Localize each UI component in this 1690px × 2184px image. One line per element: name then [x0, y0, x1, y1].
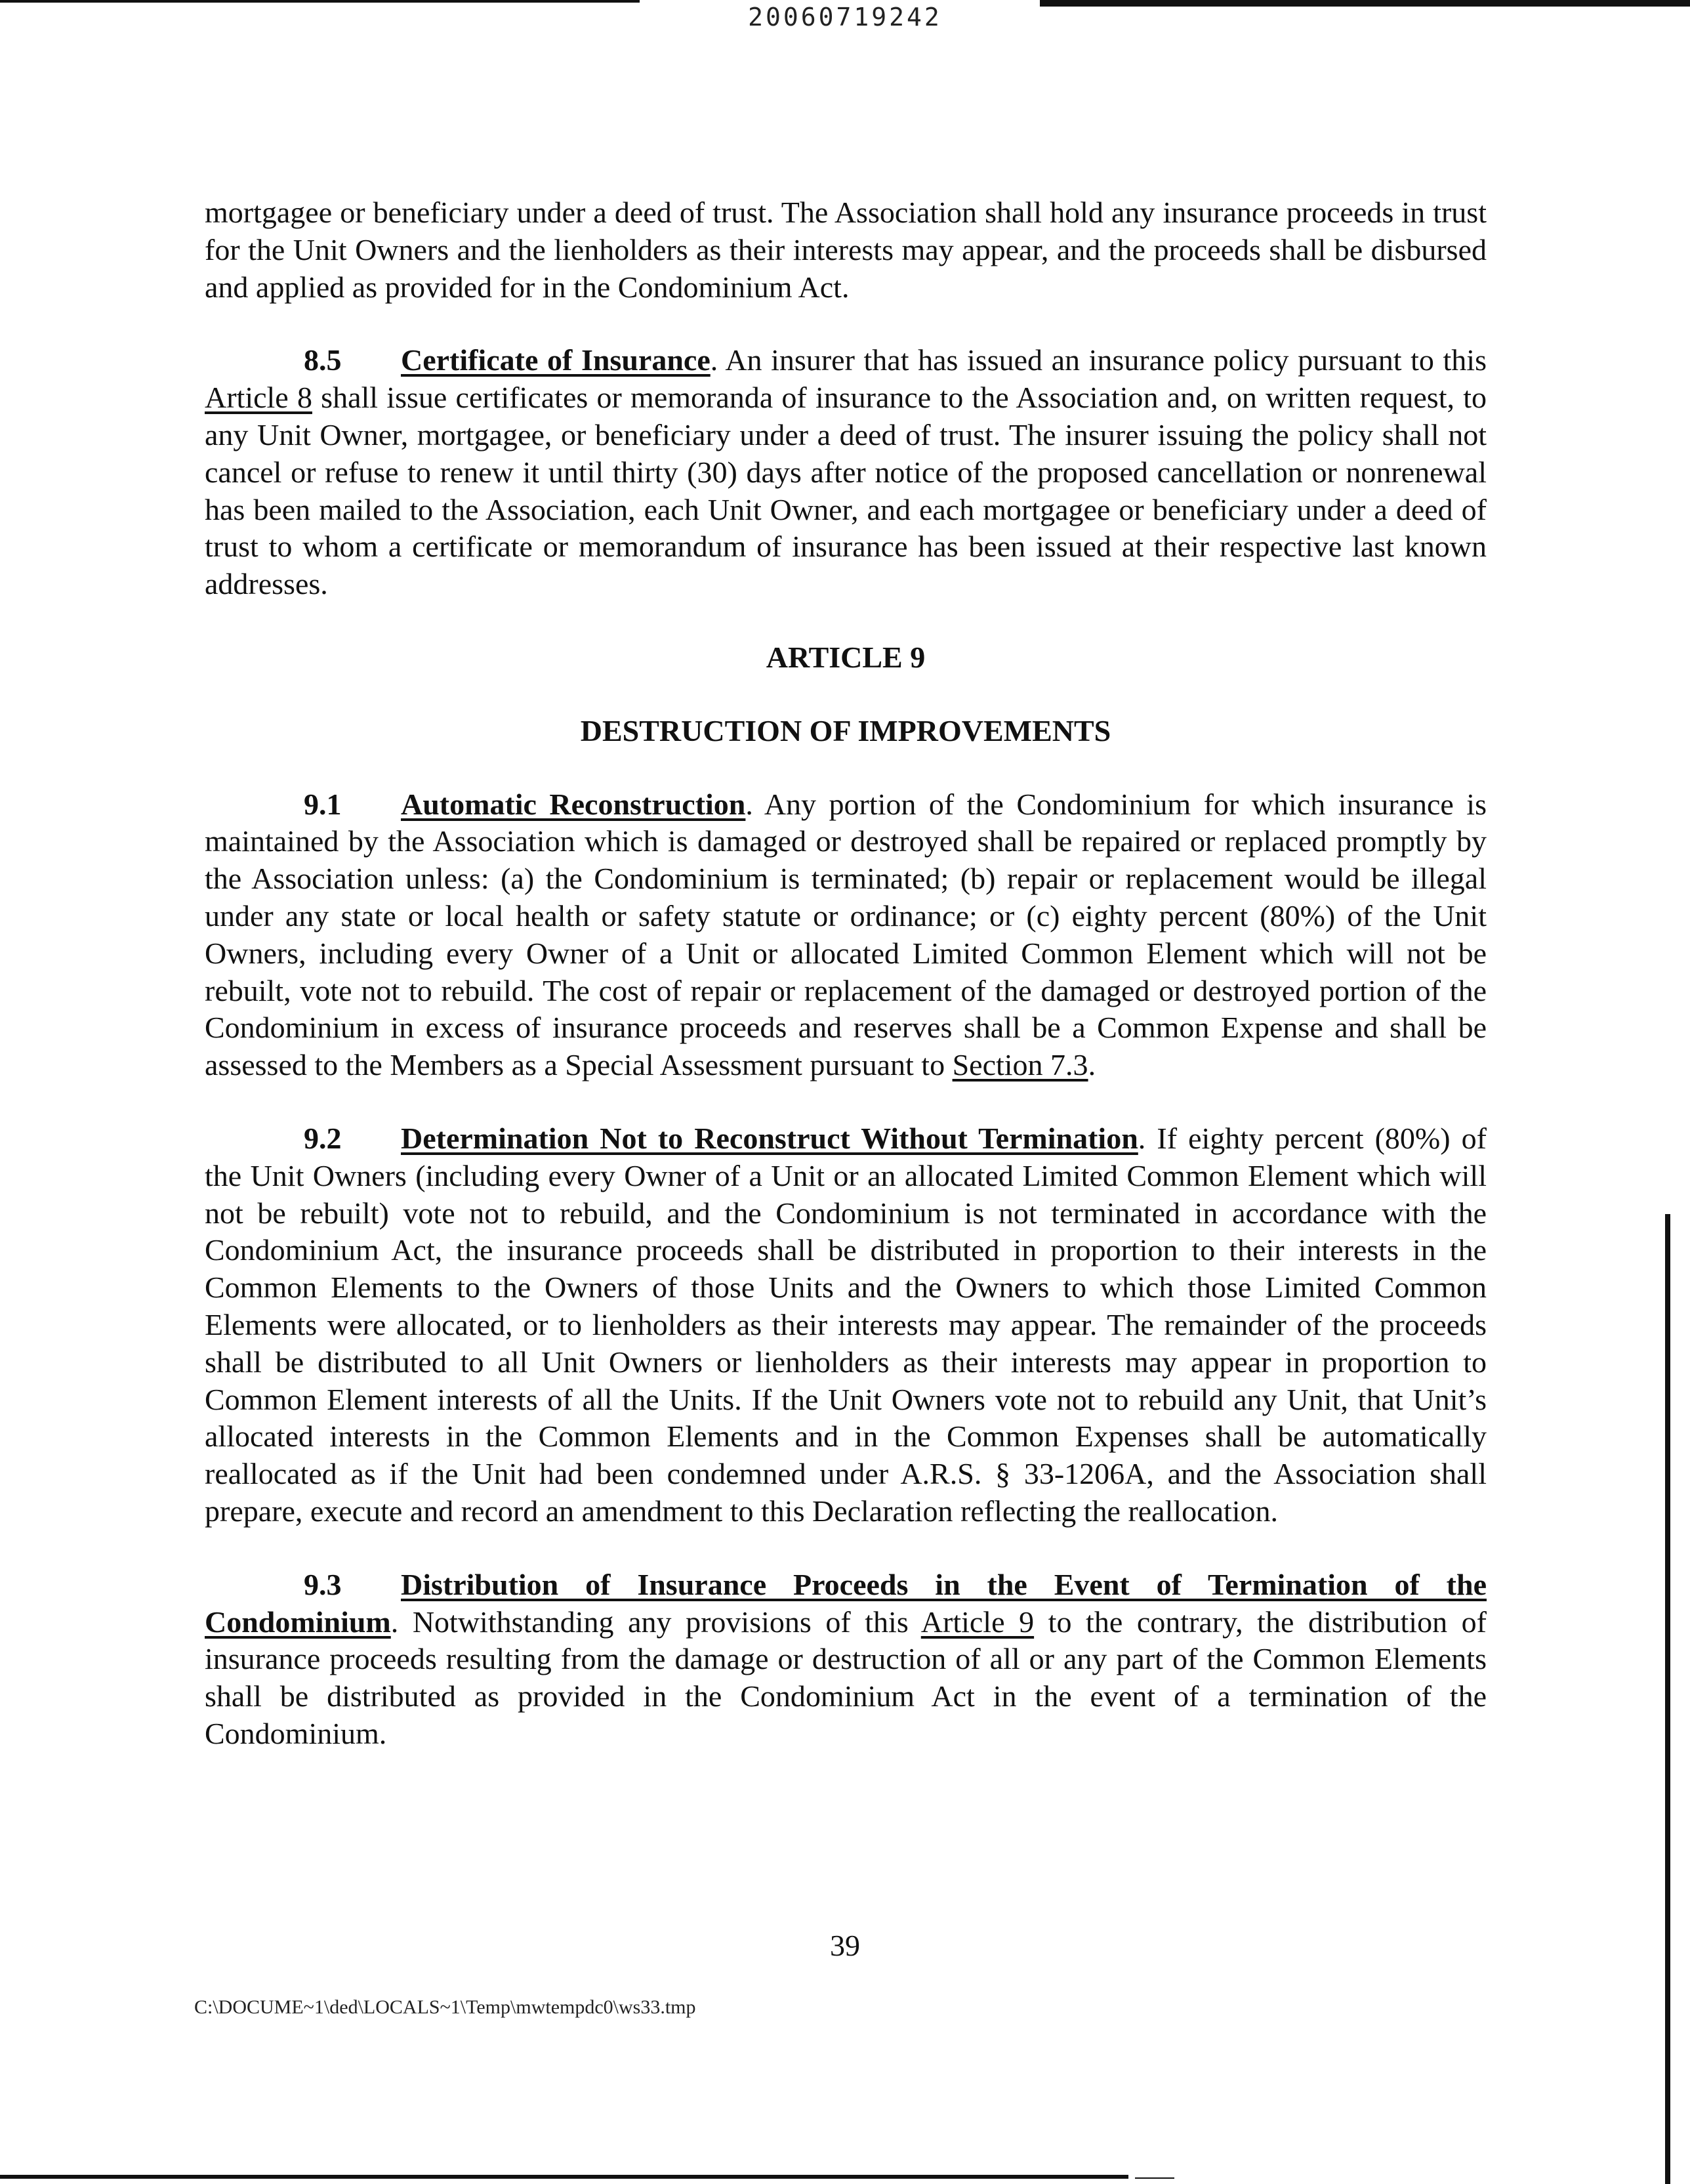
- article-9-reference: Article 9: [920, 1605, 1035, 1639]
- section-9-3: [205, 1566, 1487, 1753]
- section-8-5-number: 8.5: [304, 343, 342, 377]
- section-9-3-number: 9.3: [304, 1567, 342, 1601]
- page-number: 39: [830, 1929, 860, 1962]
- section-9-2-heading: Determination Not to Reconstruct Without Termination: [401, 1121, 1138, 1155]
- intro-text: mortgagee or beneficiary under a deed of trust. The Association shall hold any insurance proceeds in trust for the Unit Owners and the lienholders as their interests may appear, and the proceeds shall be disbursed and applied as provided for in the Condominium Act.: [205, 196, 1487, 304]
- section-8-5-text-b: shall issue certificates or memoranda of insurance to the Association and, on written request, to any Unit Owner, mortgagee, or beneficiary under a deed of trust. The insurer issuing the policy shall not cancel or refuse to renew it until thirty (30) days after notice of the proposed cancellation or nonrenewal has been mailed to the Association, each Unit Owner, and each mortgagee or beneficiary under a deed of trust to whom a certificate or memorandum of insurance has been issued at their respective last known addresses.: [205, 381, 1487, 601]
- article-title: ARTICLE 9: [766, 640, 926, 674]
- footer-file-path: C:\DOCUME~1\ded\LOCALS~1\Temp\mwtempdc0\ws33.tmp: [194, 1996, 696, 2018]
- section-9-3-text-b: to the contrary, the distribution of insurance proceeds resulting from the damage or destruction of all or any part of the Common Elements shall be distributed as provided in the Condominium Act in the event of a termination of the Condominium.: [205, 1605, 1487, 1750]
- recording-number-stamp: 20060719242: [748, 3, 942, 32]
- section-9-3-heading: Distribution of Insurance Proceeds in the Event of Termination of the Condominium: [205, 1567, 1487, 1639]
- scan-border-right: [1665, 1214, 1670, 2184]
- section-9-1-text-a: . Any portion of the Condominium for which insurance is maintained by the Association which is damaged or destroyed shall be repaired or replaced promptly by the Association unless: (a) the Condominium is terminated; (b) repair or replacement would be illegal under any state or local health or safety statute or ordinance; or (c) eighty percent (80%) of the Unit Owners, including every Owner of a Unit or allocated Limited Common Element which will not be rebuilt, vote not to rebuild. The cost of repair or replacement of the damaged or destroyed portion of the Condominium in excess of insurance proceeds and reserves shall be a Common Expense and shall be assessed to the Members as a Special Assessment pursuant to: [205, 787, 1487, 1082]
- section-8-5-heading: Certificate of Insurance: [401, 343, 711, 377]
- section-9-1-number: 9.1: [304, 787, 342, 821]
- section-9-1-heading: Automatic Reconstruction: [401, 787, 746, 821]
- section-9-2-number: 9.2: [304, 1121, 342, 1155]
- section-7-3-reference: Section 7.3: [952, 1048, 1088, 1082]
- article-8-reference: Article 8: [205, 381, 312, 415]
- section-9-2: [205, 1120, 1487, 1530]
- section-9-1: [205, 786, 1487, 1084]
- section-8-5: [205, 342, 1487, 603]
- intro-paragraph: [205, 194, 1487, 306]
- scan-border-bottom: [0, 2175, 1128, 2179]
- scan-border-bottom-dash: [1135, 2177, 1174, 2179]
- document-body: [205, 194, 1487, 1753]
- section-9-3-text-a: . Notwithstanding any provisions of this: [390, 1605, 921, 1639]
- section-8-5-text-a: . An insurer that has issued an insurance policy pursuant to this: [710, 343, 1487, 377]
- section-9-2-text: . If eighty percent (80%) of the Unit Owners (including every Owner of a Unit or an allocated Limited Common Element which will not be rebuilt) vote not to rebuild, and the Condominium is not terminated in accordance with the Condominium Act, the insurance proceeds shall be distributed in proportion to their interests in the Common Elements to the Owners of those Units and the Owners to which those Limited Common Elements were allocated, or to lienholders as their interests may appear. The remainder of the proceeds shall be distributed to all Unit Owners or lienholders as their interests may appear in proportion to Common Element interests of all the Units. If the Unit Owners vote not to rebuild any Unit, that Unit’s allocated interests in the Common Elements and in the Common Expenses shall be automatically reallocated as if the Unit had been condemned under A.R.S. § 33-1206A, and the Association shall prepare, execute and record an amendment to this Declaration reflecting the reallocation.: [205, 1121, 1487, 1528]
- article-subtitle: DESTRUCTION OF IMPROVEMENTS: [580, 713, 1111, 747]
- section-9-1-text-b: .: [1088, 1048, 1096, 1082]
